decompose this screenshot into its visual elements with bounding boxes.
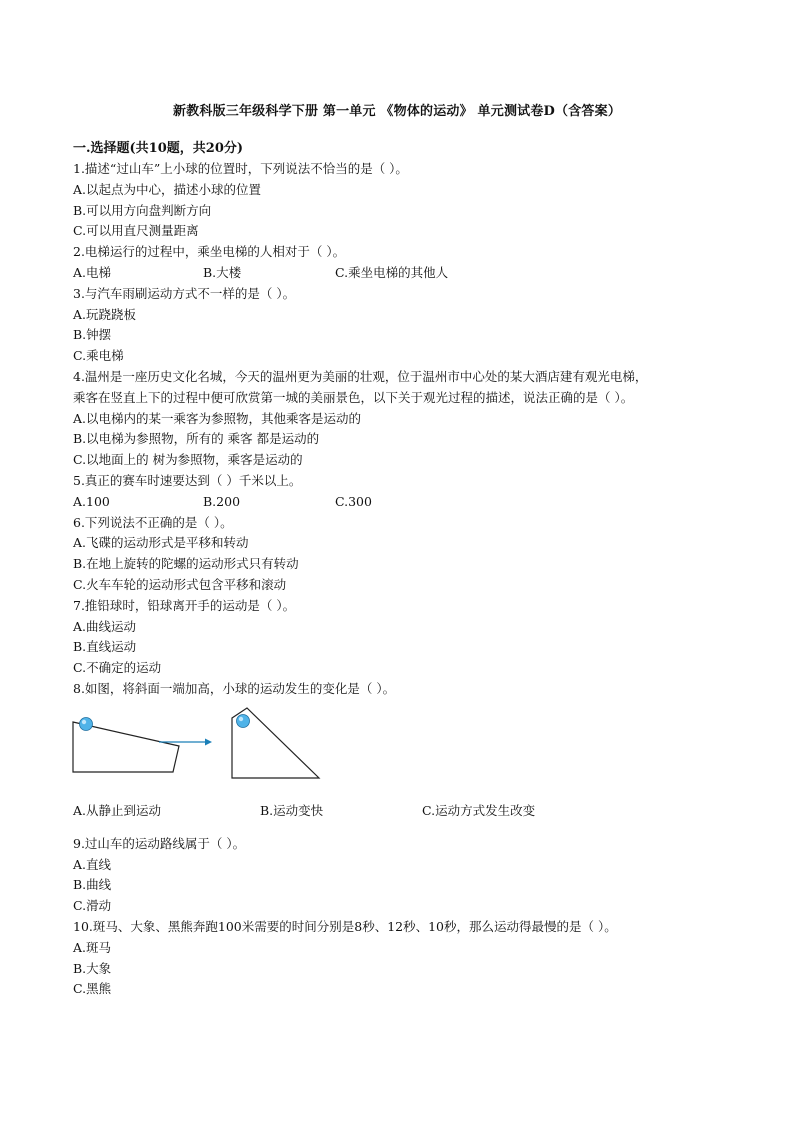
question-6-option-c: C.火车车轮的运动形式包含平移和滚动 (73, 576, 287, 592)
question-6-option-b: B.在地上旋转的陀螺的运动形式只有转动 (73, 556, 299, 572)
question-3-option-b: B.钟摆 (73, 327, 112, 343)
incline-figure (73, 700, 733, 798)
question-5-stem: 5.真正的赛车时速要达到（ ）千米以上。 (73, 472, 302, 488)
question-7-option-c: C.不确定的运动 (73, 660, 162, 676)
question-9-option-c: C.滑动 (73, 898, 112, 914)
question-4-option-a: A.以电梯内的某一乘客为参照物，其他乘客是运动的 (73, 410, 362, 426)
question-4-stem-line-1: 4.温州是一座历史文化名城，今天的温州更为美丽的壮观，位于温州市中心处的某大酒店建有观光电梯， (73, 368, 648, 384)
question-6-option-a: A.飞碟的运动形式是平移和转动 (73, 535, 249, 551)
question-9-option-b: B.曲线 (73, 877, 112, 893)
question-5-option-c: C.300 (335, 493, 372, 509)
question-list (73, 138, 733, 1000)
question-6-stem: 6.下列说法不正确的是（ ）。 (73, 514, 233, 530)
question-5-option-b: B.200 (203, 493, 241, 509)
question-3-option-c: C.乘电梯 (73, 348, 124, 364)
high-incline-ball (237, 714, 250, 727)
question-8-option-b: B.运动变快 (260, 802, 324, 818)
question-5-options (73, 492, 733, 513)
low-incline-ball (80, 717, 93, 730)
incline-diagram (71, 702, 331, 798)
question-3-stem: 3.与汽车雨刷运动方式不一样的是（ ）。 (73, 285, 296, 301)
page-title: 新教科版三年级科学下册 第一单元 《物体的运动》 单元测试卷D（含答案） (172, 104, 622, 119)
question-1-option-a: A.以起点为中心，描述小球的位置 (73, 181, 262, 197)
question-2-stem: 2.电梯运行的过程中，乘坐电梯的人相对于（ ）。 (73, 244, 346, 260)
question-2-option-c: C.乘坐电梯的其他人 (335, 264, 449, 280)
question-4-option-b: B.以电梯为参照物，所有的 乘客 都是运动的 (73, 431, 320, 447)
question-8-stem: 8.如图，将斜面一端加高，小球的运动发生的变化是（ ）。 (73, 680, 396, 696)
question-8-option-a: A.从静止到运动 (73, 802, 162, 818)
spacer (73, 824, 733, 834)
question-9-stem: 9.过山车的运动路线属于（ ）。 (73, 835, 246, 851)
question-10-option-a: A.斑马 (73, 939, 112, 955)
question-3-option-a: A.玩跷跷板 (73, 306, 137, 322)
question-2-option-a: A.电梯 (73, 264, 112, 280)
question-4-option-c: C.以地面上的 树为参照物，乘客是运动的 (73, 452, 303, 468)
question-4-stem-line-2: 乘客在竖直上下的过程中便可欣赏第一城的美丽景色，以下关于观光过程的描述，说法正确的是（ ）。 (73, 389, 634, 405)
question-1-option-b: B.可以用方向盘判断方向 (73, 202, 212, 218)
question-7-option-a: A.曲线运动 (73, 618, 137, 634)
change-arrow-head (205, 738, 212, 745)
question-9-option-a: A.直线 (73, 856, 112, 872)
question-8-option-c: C.运动方式发生改变 (422, 802, 536, 818)
question-2-options (73, 263, 733, 284)
question-10-option-b: B.大象 (73, 960, 112, 976)
question-8-options (73, 798, 733, 824)
question-7-option-b: B.直线运动 (73, 639, 137, 655)
question-7-stem: 7.推铅球时，铅球离开手的运动是（ ）。 (73, 597, 296, 613)
question-1-option-c: C.可以用直尺测量距离 (73, 223, 199, 239)
section-heading: 一.选择题(共10题，共20分) (73, 141, 244, 156)
question-5-option-a: A.100 (73, 493, 110, 509)
question-2-option-b: B.大楼 (203, 264, 242, 280)
question-10-stem: 10.斑马、大象、黑熊奔跑100米需要的时间分别是8秒、12秒、10秒，那么运动得最慢的是（ ）。 (73, 918, 617, 934)
question-10-option-c: C.黑熊 (73, 981, 112, 997)
question-1-stem: 1.描述“过山车”上小球的位置时，下列说法不恰当的是（ ）。 (73, 161, 408, 176)
